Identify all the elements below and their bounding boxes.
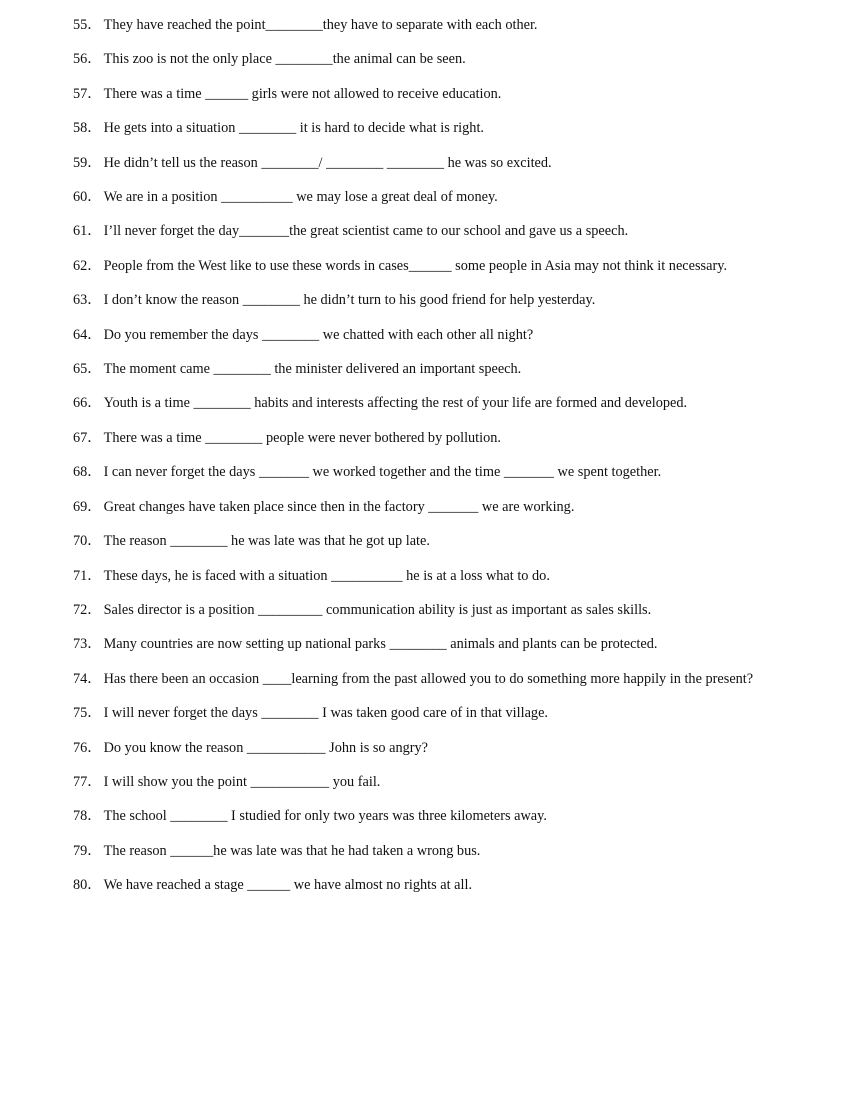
question-text: I will never forget the days ________ I was taken good care of in that village. [103, 705, 548, 722]
question-number: 58． [73, 120, 102, 137]
question-number: 69． [73, 498, 102, 515]
question-62 [73, 249, 843, 283]
question-80 [73, 868, 843, 902]
question-68 [73, 455, 843, 489]
question-number: 60． [73, 189, 102, 206]
question-text: The reason ________ he was late was that he got up late. [103, 533, 430, 550]
question-number: 74． [73, 670, 102, 687]
question-number: 75． [73, 705, 102, 722]
question-number: 57． [73, 85, 102, 102]
question-59 [73, 146, 843, 180]
question-number: 72． [73, 601, 102, 618]
question-number: 62． [73, 257, 102, 274]
question-number: 73． [73, 636, 102, 653]
question-75 [73, 696, 843, 730]
question-text: I’ll never forget the day_______the great scientist came to our school and gave us a speech. [103, 223, 629, 240]
question-55 [73, 8, 843, 42]
question-number: 61． [73, 223, 102, 240]
question-number: 70． [73, 533, 102, 550]
question-number: 76． [73, 739, 102, 756]
question-74 [73, 662, 843, 696]
question-number: 56． [73, 51, 102, 68]
question-number: 71． [73, 567, 102, 584]
question-78 [73, 799, 843, 833]
question-63 [73, 283, 843, 317]
question-text: Youth is a time ________ habits and interests affecting the rest of your life are formed and developed. [103, 395, 688, 412]
question-list [73, 8, 843, 903]
question-66 [73, 386, 843, 420]
question-number: 59． [73, 154, 102, 171]
question-number: 68． [73, 464, 102, 481]
question-text: People from the West like to use these words in cases______ some people in Asia may not think it necessary. [103, 257, 728, 274]
question-number: 65． [73, 361, 102, 378]
question-text: Do you remember the days ________ we chatted with each other all night? [103, 326, 534, 343]
question-number: 78． [73, 808, 102, 825]
question-56 [73, 42, 843, 76]
question-65 [73, 352, 843, 386]
question-number: 64． [73, 326, 102, 343]
question-number: 79． [73, 842, 102, 859]
question-number: 80． [73, 877, 102, 894]
question-79 [73, 834, 843, 868]
question-text: This zoo is not the only place ________the animal can be seen. [103, 51, 466, 68]
question-77 [73, 765, 843, 799]
question-text: There was a time ________ people were never bothered by pollution. [103, 429, 502, 446]
question-67 [73, 421, 843, 455]
question-64 [73, 318, 843, 352]
question-61 [73, 214, 843, 248]
question-number: 63． [73, 292, 102, 309]
question-text: We have reached a stage ______ we have almost no rights at all. [103, 877, 473, 894]
question-text: Great changes have taken place since then in the factory _______ we are working. [103, 498, 575, 515]
question-text: The school ________ I studied for only two years was three kilometers away. [103, 808, 547, 825]
question-73 [73, 627, 843, 661]
question-57 [73, 77, 843, 111]
question-number: 66． [73, 395, 102, 412]
question-72 [73, 593, 843, 627]
question-text: He didn’t tell us the reason ________/ ________ ________ he was so excited. [103, 154, 552, 171]
question-70 [73, 524, 843, 558]
question-text: Sales director is a position _________ communication ability is just as important as sales skills. [103, 601, 652, 618]
question-text: There was a time ______ girls were not allowed to receive education. [103, 85, 502, 102]
question-text: The moment came ________ the minister delivered an important speech. [103, 361, 522, 378]
question-text: He gets into a situation ________ it is hard to decide what is right. [103, 120, 484, 137]
question-text: These days, he is faced with a situation __________ he is at a loss what to do. [103, 567, 550, 584]
question-text: Do you know the reason ___________ John is so angry? [103, 739, 429, 756]
question-number: 67． [73, 429, 102, 446]
question-text: Has there been an occasion ____learning from the past allowed you to do something more happily in the present? [103, 670, 754, 687]
question-text: I will show you the point ___________ you fail. [103, 773, 381, 790]
question-58 [73, 111, 843, 145]
question-text: I don’t know the reason ________ he didn’t turn to his good friend for help yesterday. [103, 292, 596, 309]
question-text: They have reached the point________they have to separate with each other. [103, 17, 538, 33]
question-text: I can never forget the days _______ we worked together and the time _______ we spent together. [103, 464, 662, 481]
question-text: The reason ______he was late was that he had taken a wrong bus. [103, 842, 481, 859]
question-76 [73, 731, 843, 765]
question-71 [73, 559, 843, 593]
question-text: We are in a position __________ we may lose a great deal of money. [103, 189, 498, 206]
question-number: 55． [73, 17, 102, 33]
question-60 [73, 180, 843, 214]
question-text: Many countries are now setting up national parks ________ animals and plants can be protected. [103, 636, 658, 653]
question-number: 77． [73, 773, 102, 790]
question-69 [73, 490, 843, 524]
